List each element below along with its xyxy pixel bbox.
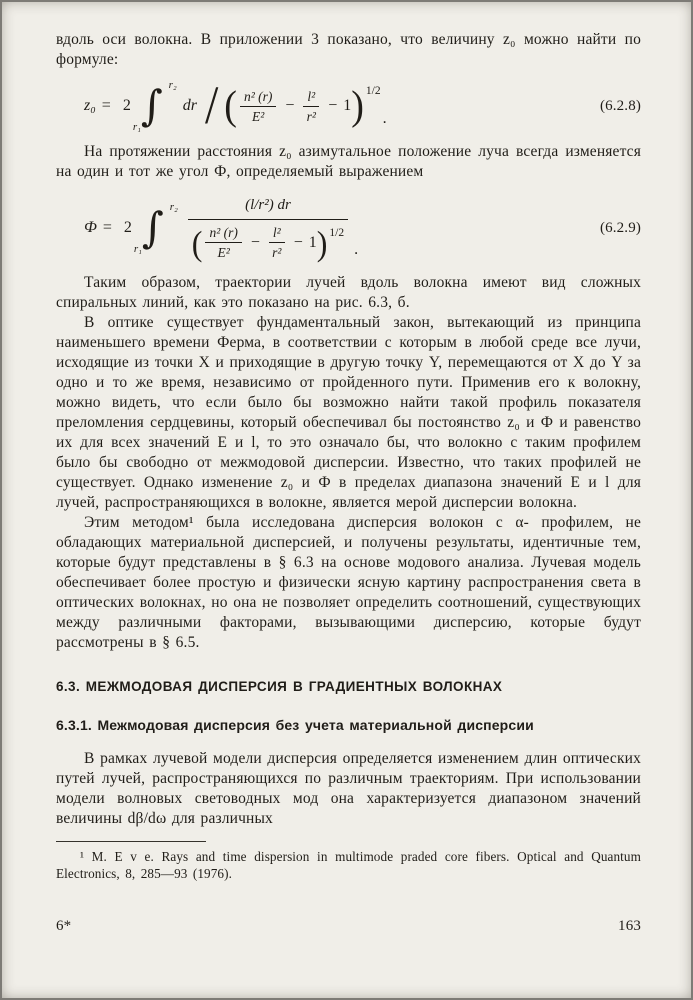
footnote-divider [56,841,206,842]
main-fraction-denominator: ( $\frac{\text{n² (r)}}{\text{E²}}$ − $\frac{\text{l²}}{\text{r²}}$ − 1 ) 1/2 [188,219,348,260]
paragraph: В оптике существует фундаментальный закон, вытекающий из принципа наименьшего времени Ферма, в соответствии с которым в любой среде все лучи, исходящие из точки X и приходящие в другую точку Y, перемещаются от X до Y за одно и то же время, независимо от пройденного пути. Применив его к волокну, можно видеть, что если было бы возможно найти такой профиль показателя преломления сердцевины, который обеспечивал бы постоянство z₀ и Ф и равенство их для всех значений E и l, то это означало бы, что волокно с таким профилем было бы свободно от межмодовой дисперсии. Известно, что таких профилей не существует. Однако изменение z₀ и Ф в пределах диапазона значений E и l для лучей, распространяющихся в волокне, является мерой дисперсии волокна. [56,314,641,511]
exponent: 1/2 [329,227,345,239]
page-number: 163 [618,918,641,934]
constant-one: 1 [343,97,352,114]
integral-icon: ∫ [141,202,164,252]
eq-lhs-variable: Ф [84,218,97,236]
exponent: 1/2 [365,85,381,97]
equation-number: (6.2.8) [599,98,641,114]
fraction [205,225,241,260]
subsection-heading: 6.3.1. Межмодовая дисперсия без учета материальной дисперсии [56,717,534,733]
minus-sign: − [293,233,303,251]
fraction-numerator: n² (r) [205,225,241,243]
paragraph: На протяжении расстояния z₀ азимутальное положение луча всегда изменяется на один и тот же угол Ф, определяемый выражением [56,143,641,180]
fraction-denominator: r² [306,108,316,124]
paragraph: Этим методом¹ была исследована дисперсия волокон с α- профилем, не обладающих материальной дисперсией, и получены результаты, идентичные тем, которые будут представлены в § 6.3 на основе модового анализа. Лучевая модель обеспечивает более простую и физически ясную картину распространения света в оптических волокнах, но она не позволяет определить соотношений, существующих между различными факторами, вызывающими дисперсию, которые будут рассмотрены в § 6.5. [56,514,641,651]
equation-number: (6.2.9) [599,219,641,236]
equation-6-2-9 [56,195,641,260]
main-fraction [188,195,348,260]
equation-body [84,195,358,260]
page-footer [56,904,641,936]
footnote: ¹ M. E v e. Rays and time dispersion in multimode praded core fibers. Optical and Quantum Electronics, 8, 285—93 (1976). [56,849,641,881]
integral-upper-limit: r₂ [169,200,178,213]
minus-sign: − [328,97,338,114]
coefficient: 2 [123,218,132,236]
period: . [354,241,359,258]
integrand: dr [182,97,197,114]
fraction-denominator: E² [217,245,230,260]
minus-sign: − [250,233,260,251]
fraction-denominator: E² [252,108,265,124]
equation-6-2-8 [56,75,641,136]
paragraph: В рамках лучевой модели дисперсия определяется изменением длин оптических путей лучей, распространяющихся по различным траекториям. При использовании модели волновых световодных мод она характеризуется диапазоном значений величины dβ/dω для различных [56,750,641,827]
equals-sign: = [101,97,111,114]
integral-icon: ∫ [140,81,163,130]
fraction [303,89,319,124]
integral-upper-limit: r₂ [168,79,177,91]
fraction-numerator: n² (r) [240,89,276,107]
fraction-numerator: l² [269,225,285,243]
integral-lower-limit: r₁ [133,242,143,255]
fraction [240,89,276,124]
integral [132,79,177,133]
section-heading: 6.3. МЕЖМОДОВАЯ ДИСПЕРСИЯ В ГРАДИЕНТНЫХ ВОЛОКНАХ [56,679,503,694]
signature-mark: 6* [56,918,72,934]
integral-lower-limit: r₁ [132,121,141,133]
period: . [382,110,387,127]
paragraph-continued: вдоль оси волокна. В приложении 3 показано, что величину z₀ можно найти по формуле: [56,31,641,68]
equation-body: z₀ = 2 r₂ ∫ r₁ dr / ( $\frac{\text{n² (r)}}{\text{E²}}$ − $\frac{\text{l²}}{\text{r²}}$ − 1 ) 1/2 . [84,75,387,136]
paragraph: Таким образом, траектории лучей вдоль волокна имеют вид сложных спиральных линий, как это показано на рис. 6.3, б. [56,274,641,311]
minus-sign: − [285,97,295,114]
integral [133,200,178,255]
eq-lhs-variable: z₀ [84,97,96,114]
main-fraction-numerator: (l/r²) dr [245,197,291,213]
fraction [269,225,285,260]
coefficient: 2 [122,97,131,114]
constant-one: 1 [308,233,317,251]
equals-sign: = [102,218,112,236]
fraction-numerator: l² [303,89,319,107]
fraction-denominator: r² [272,245,282,260]
